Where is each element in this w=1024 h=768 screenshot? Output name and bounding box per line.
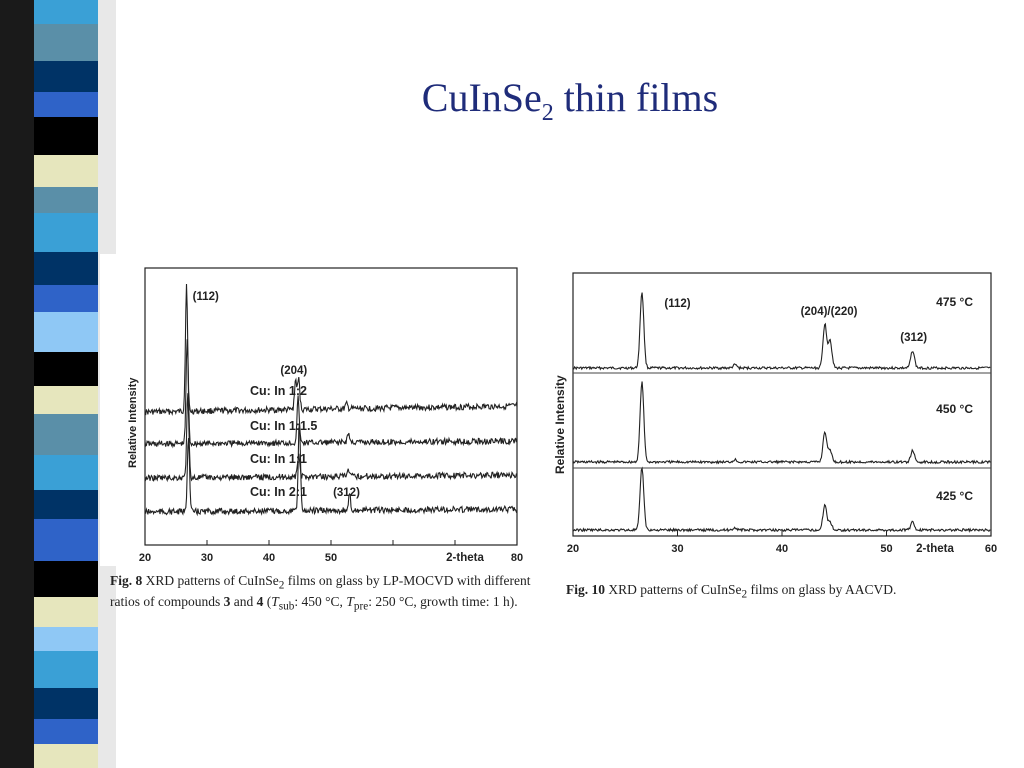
x-tick-label: 40 [262,552,276,564]
series-label: Cu: In 1:1.5 [250,419,318,433]
title-subscript: 2 [541,100,554,126]
peak-annotation: (112) [664,298,691,310]
series-label: 450 °C [936,402,973,416]
stripe-block [34,155,98,187]
x-tick-label: 40 [775,543,789,555]
xrd-trace [145,424,517,515]
title-rest: thin films [553,75,719,120]
x-tick-label: 30 [200,552,214,564]
stripe-block [34,252,98,285]
stripe-block [34,187,98,213]
stripe-block [34,0,98,24]
fig8-caption-label: Fig. 8 [110,573,143,588]
x-tick-label: 30 [671,543,684,555]
peak-annotation: (204)/(220) [800,306,858,318]
stripe-shadow [0,0,34,768]
x-axis-label: 2-theta [446,552,484,564]
stripe-block [34,719,98,744]
stripe-block [34,386,98,414]
peak-annotation: (312) [900,332,928,344]
x-tick-label: 50 [880,543,893,555]
fig10-caption-text: XRD patterns of CuInSe [605,582,742,597]
xrd-trace [573,293,990,370]
title-main: CuInSe [421,75,542,120]
fig8-caption-text: : 250 °C, growth time: 1 h). [368,593,518,609]
series-label: Cu: In 1:2 [250,384,307,398]
xrd-trace [573,382,990,464]
stripe-block [34,490,98,519]
fig8-caption [110,573,534,614]
peak-annotation: (112) [192,291,219,303]
series-label: 425 °C [936,489,973,503]
stripe-block [34,117,98,155]
stripe-block [34,627,98,651]
fig8-caption-sub: pre [353,600,369,613]
stripe-block [34,519,98,561]
fig10-plot-frame [573,273,991,536]
series-label: Cu: In 2:1 [250,485,307,499]
fig10-caption [566,582,1006,603]
fig8-caption-bold: 3 [223,593,231,609]
stripe-block [34,651,98,688]
peak-annotation: (312) [333,487,360,499]
stripe-block [34,92,98,117]
fig8-caption-var: T [271,593,279,609]
fig8-caption-sub: sub [278,600,295,613]
fig8-caption-text: and [230,593,257,609]
stripe-block [34,561,98,597]
x-tick-label: 80 [510,552,524,564]
peak-annotation: (204) [280,365,308,377]
stripe-block [34,24,98,61]
stripe-block [34,312,98,352]
x-tick-label: 50 [324,552,338,564]
fig8-caption-text: films on glass by LP-MOCVD with different ratios of compounds [110,573,531,609]
fig8-caption-sub: 2 [278,579,285,592]
xrd-trace [573,468,990,531]
decorative-stripe [0,0,116,768]
fig10-caption-label: Fig. 10 [566,582,605,597]
fig10-ylabel: Relative Intensity [553,375,567,474]
stripe-block [34,285,98,312]
x-axis-label: 2-theta [916,543,954,555]
fig8-caption-text: : 450 °C, [294,593,347,609]
x-tick-label: 20 [566,543,580,555]
series-label: Cu: In 1:1 [250,452,307,466]
fig8-caption-text: ( [263,593,272,609]
x-tick-label: 20 [138,552,152,564]
fig8-caption-text: XRD patterns of CuInSe [142,573,279,588]
fig10-caption-text: films on glass by AACVD. [747,582,897,597]
stripe-block [34,213,98,252]
series-label: 475 °C [936,295,973,309]
xrd-trace [145,339,517,446]
stripe-block [34,688,98,719]
stripe-block [34,597,98,627]
xrd-trace [145,284,517,415]
stripe-block [34,61,98,92]
stripe-block [34,352,98,386]
slide-title [280,74,860,127]
stripe-block [34,455,98,490]
fig8-caption-bold: 4 [256,593,264,609]
fig8-xrd-chart [100,254,530,566]
fig10-caption-sub: 2 [741,588,748,601]
stripe-block [34,414,98,455]
fig8-ylabel: Relative Intensity [127,377,139,468]
fig8-caption-var: T [346,593,354,609]
stripe-block [34,744,98,768]
fig10-xrd-chart [548,268,1008,568]
x-tick-label: 60 [984,543,998,555]
